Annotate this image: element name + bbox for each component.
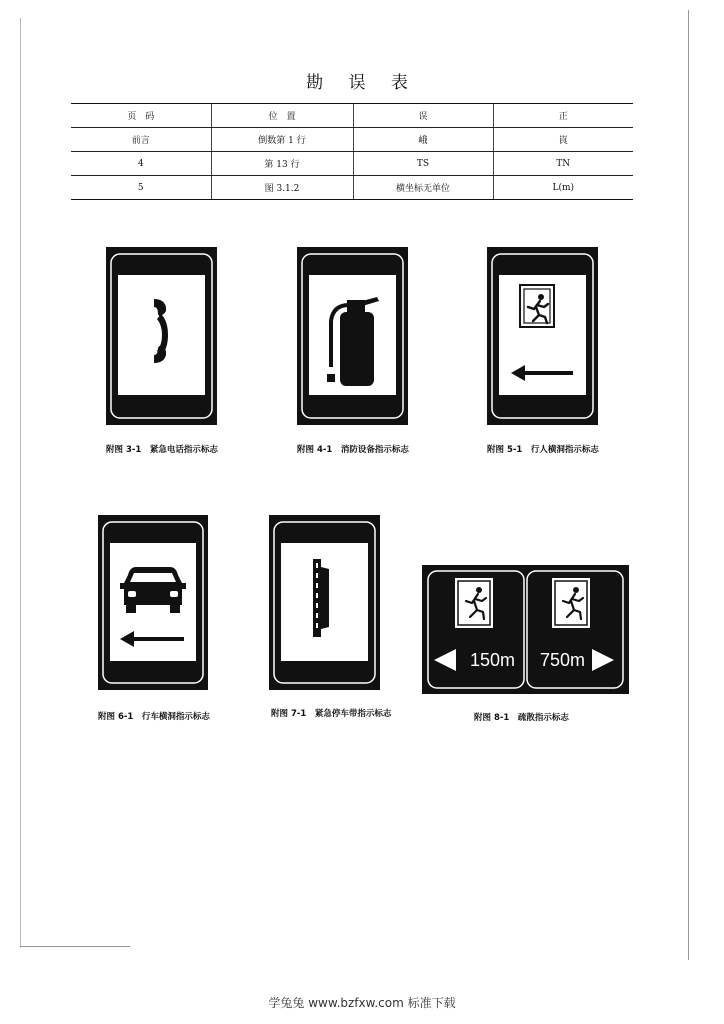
right-distance-label: 750m (540, 650, 586, 670)
cell-correction: L(m) (493, 176, 633, 200)
pedestrian-exit-icon (487, 247, 598, 425)
cell-page: 4 (71, 152, 211, 176)
header-correction: 正 (493, 104, 633, 128)
vehicle-passage-sign (98, 515, 208, 690)
caption-5-1: 附图 5-1 行人横洞指示标志 (487, 445, 599, 455)
fire-equipment-sign (297, 247, 408, 425)
cell-position: 第 13 行 (211, 152, 353, 176)
car-icon (98, 515, 208, 690)
errata-header-row (71, 104, 633, 128)
cell-error: 横坐标无单位 (353, 176, 493, 200)
header-error: 误 (353, 104, 493, 128)
left-distance-label: 150m (470, 650, 516, 670)
table-row (71, 152, 633, 176)
caption-3-1: 附图 3-1 紧急电话指示标志 (106, 445, 218, 455)
evacuation-sign (422, 565, 629, 694)
phone-icon (106, 247, 217, 425)
cell-position: 图 3.1.2 (211, 176, 353, 200)
table-row (71, 176, 633, 200)
errata-table (71, 103, 633, 200)
table-row (71, 128, 633, 152)
caption-7-1: 附图 7-1 紧急停车带指示标志 (271, 709, 392, 719)
cell-correction: 崀 (493, 128, 633, 152)
pedestrian-passage-sign (487, 247, 598, 425)
fire-extinguisher-icon (297, 247, 408, 425)
emergency-lane-sign (269, 515, 380, 690)
page-title: 勘 误 表 (306, 73, 418, 93)
cell-error: 峨 (353, 128, 493, 152)
cell-error: TS (353, 152, 493, 176)
caption-8-1: 附图 8-1 疏散指示标志 (474, 713, 569, 723)
header-position: 位 置 (211, 104, 353, 128)
cell-correction: TN (493, 152, 633, 176)
evacuation-icon (422, 565, 629, 694)
caption-4-1: 附图 4-1 消防设备指示标志 (297, 445, 409, 455)
cell-page: 5 (71, 176, 211, 200)
emergency-lane-icon (269, 515, 380, 690)
emergency-phone-sign (106, 247, 217, 425)
page-edge-bottom (20, 946, 130, 947)
footer-watermark: 学兔兔 www.bzfxw.com 标准下载 (268, 996, 456, 1010)
page-edge-right (688, 10, 689, 960)
page-edge-left (20, 18, 21, 948)
caption-6-1: 附图 6-1 行车横洞指示标志 (98, 712, 210, 722)
header-page: 页 码 (71, 104, 211, 128)
cell-page: 前言 (71, 128, 211, 152)
cell-position: 倒数第 1 行 (211, 128, 353, 152)
